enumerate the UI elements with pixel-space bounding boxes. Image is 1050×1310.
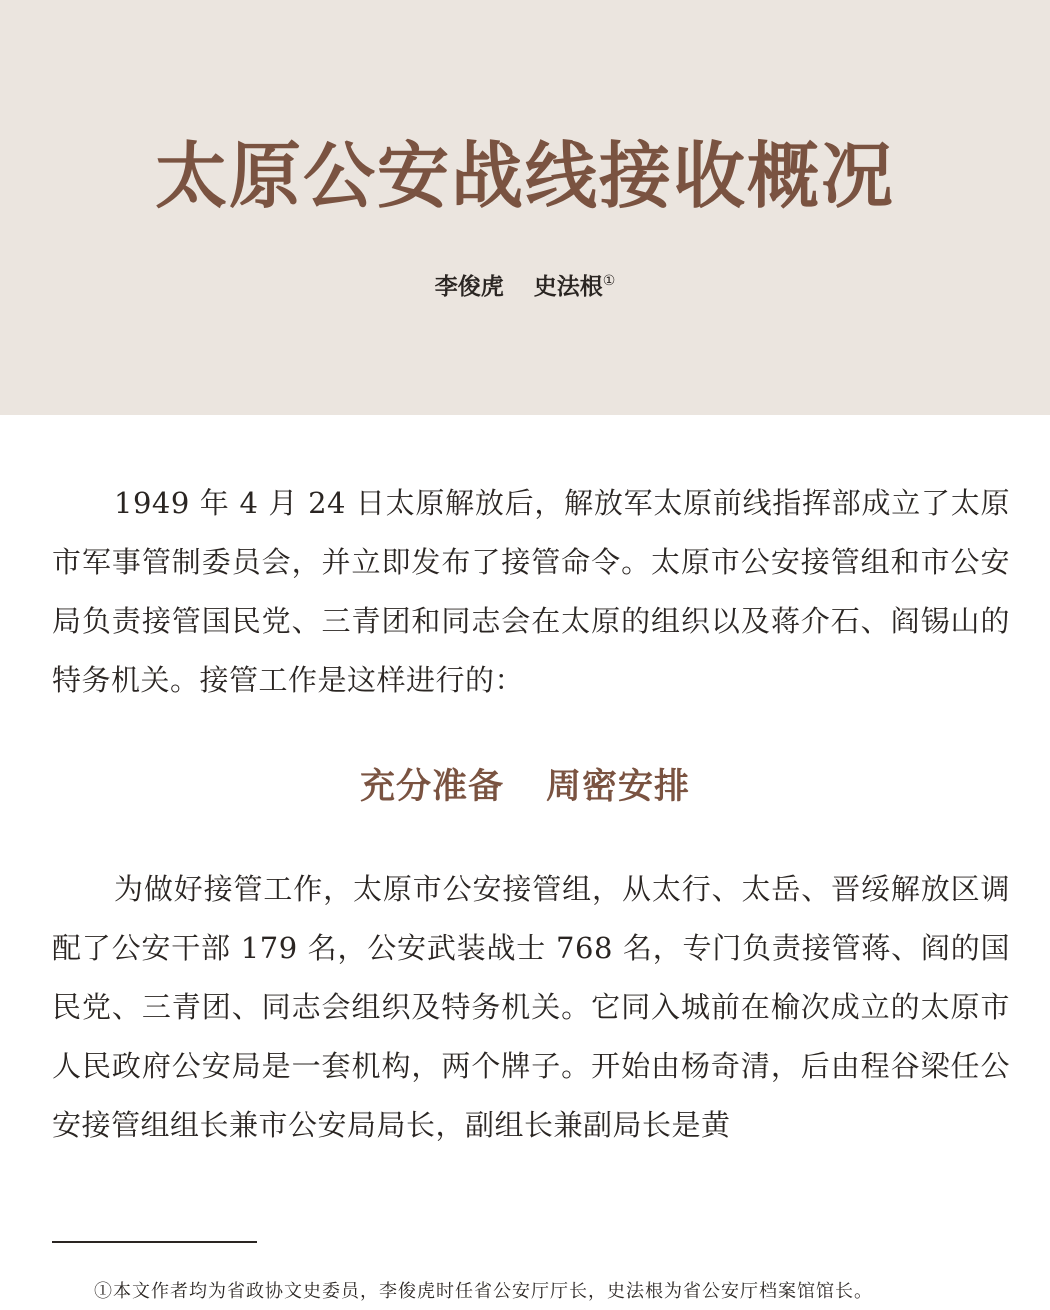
section-heading-part: 周密安排 bbox=[546, 767, 691, 807]
footnote-marker: ① bbox=[602, 273, 616, 289]
intro-paragraph: 1949 年 4 月 24 日太原解放后，解放军太原前线指挥部成立了太原市军事管制委员会，并立即发布了接管命令。太原市公安接管组和市公安局负责接管国民党、三青团和同志会在太原的组织以及蒋介石、阎锡山的特务机关。接管工作是这样进行的： bbox=[52, 486, 1010, 697]
section-paragraph: 为做好接管工作，太原市公安接管组，从太行、太岳、晋绥解放区调配了公安干部 179 名，公安武装战士 768 名，专门负责接管蒋、阎的国民党、三青团、同志会组织及特务机关。它同入城前在榆次成立的太原市人民政府公安局是一套机构，两个牌子。开始由杨奇清，后由程谷梁任公安接管组组长兼市公安局局长，副组长兼副局长是黄 bbox=[52, 872, 1010, 1142]
article-title: 太原公安战线接收概况 bbox=[154, 134, 895, 218]
header-banner bbox=[0, 0, 1050, 415]
section-heading bbox=[0, 762, 1050, 812]
author-name: 史法根 bbox=[533, 274, 603, 300]
author-line bbox=[0, 270, 1050, 304]
author-name: 李俊虎 bbox=[434, 274, 504, 300]
footnote-divider bbox=[52, 1241, 257, 1243]
footnote-text: ①本文作者均为省政协文史委员，李俊虎时任省公安厅厅长，史法根为省公安厅档案馆馆长。 bbox=[94, 1281, 873, 1302]
section-heading-part: 充分准备 bbox=[359, 767, 504, 807]
